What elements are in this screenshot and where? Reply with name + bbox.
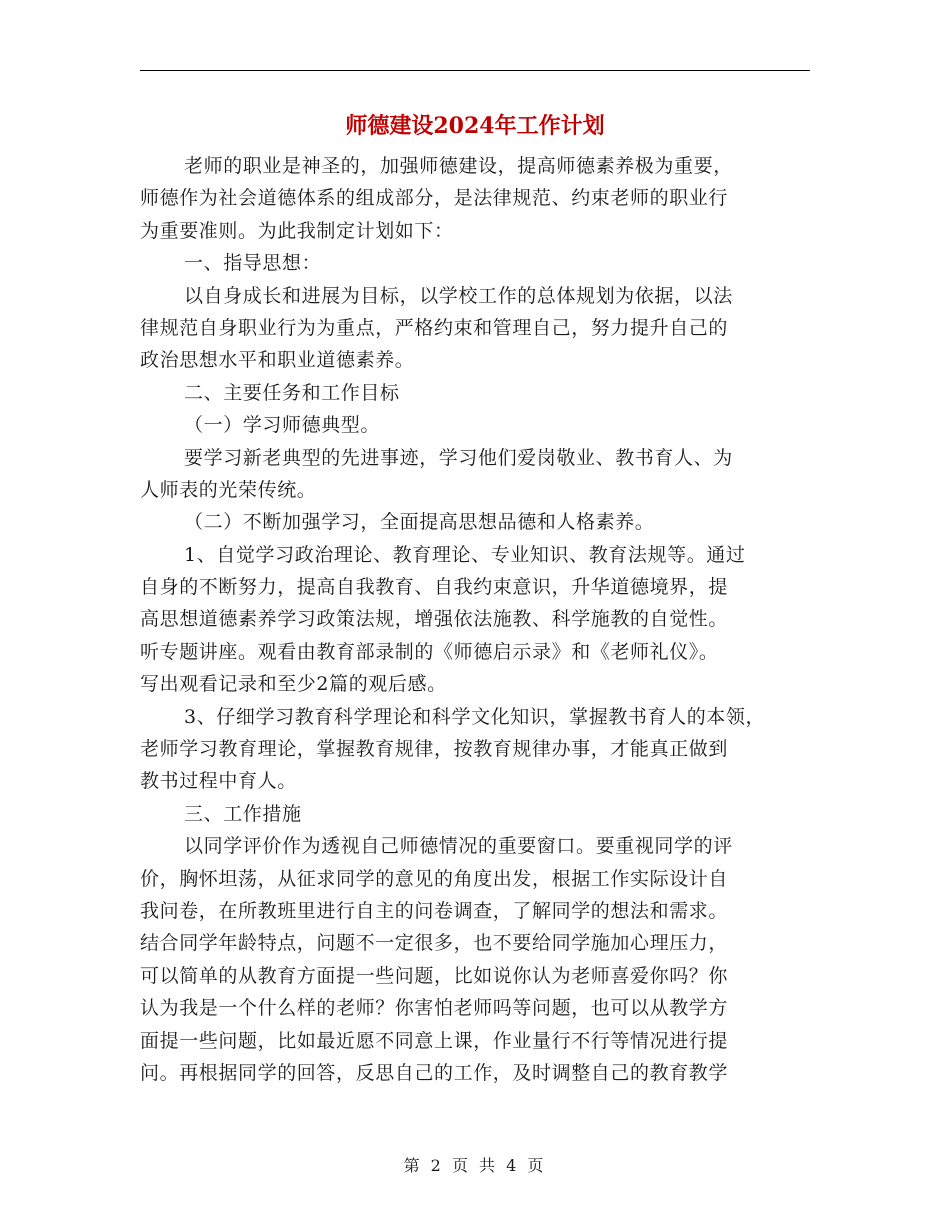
paragraph-line: 要学习新老典型的先进事迹，学习他们爱岗敬业、教书育人、为 [184,446,733,469]
header-rule [140,70,810,71]
paragraph-line: （一）学习师德典型。 [184,414,381,437]
paragraph-line: 价，胸怀坦荡，从征求同学的意见的角度出发，根据工作实际设计自 [140,867,729,890]
paragraph-line: 以自身成长和进展为目标，以学校工作的总体规划为依据，以法 [184,284,733,307]
document-body [140,150,820,1089]
paragraph-line: 认为我是一个什么样的老师？你害怕老师吗等问题，也可以从教学方 [140,997,729,1020]
paragraph-line: 面提一些问题，比如最近愿不同意上课，作业量行不行等情况进行提 [140,1029,729,1052]
paragraph-line: 可以简单的从教育方面提一些问题，比如说你认为老师喜爱你吗？你 [140,964,729,987]
paragraph-line: 为重要准则。为此我制定计划如下： [140,219,454,242]
paragraph-line: 以同学评价作为透视自己师德情况的重要窗口。要重视同学的评 [184,835,733,858]
paragraph-line: 三、工作措施 [184,802,302,825]
paragraph-line: 二、主要任务和工作目标 [184,381,400,404]
paragraph-line: 高思想道德素养学习政策法规，增强依法施教、科学施教的自觉性。 [140,608,729,631]
paragraph-line: 结合同学年龄特点，问题不一定很多，也不要给同学施加心理压力， [140,932,729,955]
paragraph-line: 写出观看记录和至少2篇的观后感。 [140,673,447,696]
paragraph-line: 一、指导思想： [184,252,322,275]
paragraph-line: 律规范自身职业行为为重点，严格约束和管理自己，努力提升自己的 [140,316,729,339]
paragraph-line: 政治思想水平和职业道德素养。 [140,349,415,372]
paragraph-line: 1、自觉学习政治理论、教育理论、专业知识、教育法规等。通过 [184,543,746,566]
paragraph-line: 我问卷，在所教班里进行自主的问卷调查，了解同学的想法和需求。 [140,899,729,922]
paragraph-line: （二）不断加强学习，全面提高思想品德和人格素养。 [184,511,655,534]
paragraph-line: 教书过程中育人。 [140,770,297,793]
page-footer: 第 2 页 共 4 页 [403,1156,547,1175]
paragraph-line: 老师学习教育理论，掌握教育规律，按教育规律办事，才能真正做到 [140,738,729,761]
paragraph-line: 3、仔细学习教育科学理论和科学文化知识，掌握教书育人的本领， [184,705,766,728]
paragraph-line: 老师的职业是神圣的，加强师德建设，提高师德素养极为重要， [184,155,733,177]
paragraph-line: 听专题讲座。观看由教育部录制的《师德启示录》和《老师礼仪》。 [140,640,719,663]
paragraph-line: 师德作为社会道德体系的组成部分，是法律规范、约束老师的职业行 [140,187,729,210]
paragraph-line: 自身的不断努力，提高自我教育、自我约束意识，升华道德境界，提 [140,576,729,599]
document-title: 师德建设2024年工作计划 [345,113,605,139]
paragraph-line: 人师表的光荣传统。 [140,478,317,501]
paragraph-line: 问。再根据同学的回答，反思自己的工作，及时调整自己的教育教学 [140,1061,729,1084]
